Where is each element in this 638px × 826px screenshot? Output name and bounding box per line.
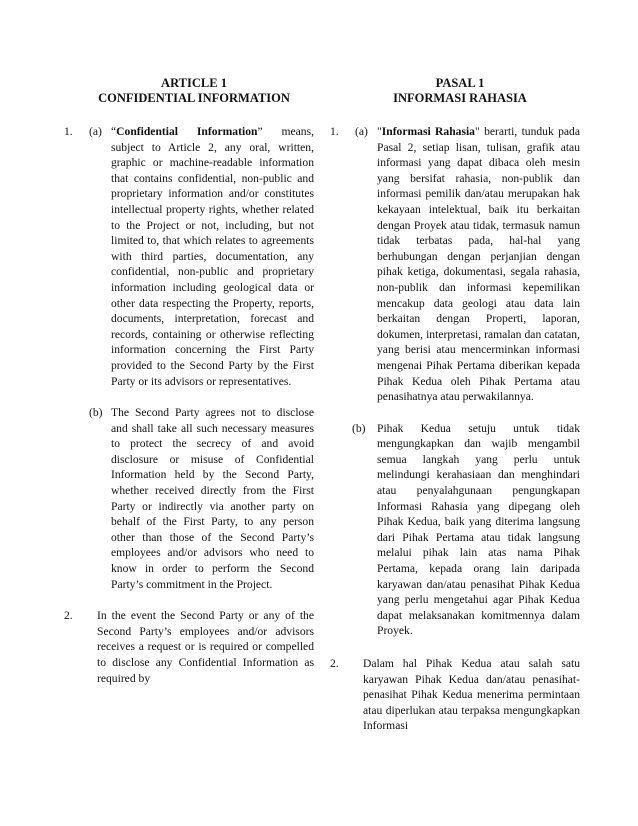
clause-text: " berarti, tunduk pada Pasal 2, setiap lisan, tulisan, grafik atau informasi yang dapat dibaca oleh mesin yang bersifat rahasia, non-publik dan informasi pemilik dan/atau merupakan hak kekayaan intelektual, baik itu berkaitan dengan Proyek atau tidak, termasuk namun tidak terbatas pada, hal-hal yang berhubungan dengan perjanjian dengan pihak ketiga, dokumentasi, segala rahasia, non-publik dan informasi kepemilikan mencakup data geologi atau data lain berkaitan dengan Properti, laporan, dokumen, interpretasi, ramalan dan catatan, yang berisi atau mencerminkan informasi mengenai Pihak Pertama diberikan kepada Pihak Kedua oleh Pihak Pertama atau penasihatnya atau perwakilannya. xyxy=(377,125,581,404)
article-heading xyxy=(64,76,314,106)
article-number: ARTICLE 1 xyxy=(161,76,227,90)
article-title: CONFIDENTIAL INFORMATION xyxy=(98,91,290,105)
pasal-1a xyxy=(330,124,580,405)
clause-text: In the event the Second Party or any of the Second Party’s employees and/or advisors receives a request or is required or compelled to disclose any Confidential Information as required by xyxy=(97,609,314,685)
sub-label: (a) xyxy=(89,125,102,138)
clause-1a xyxy=(64,124,314,389)
pasal-heading xyxy=(330,76,580,106)
pasal-1b xyxy=(330,421,580,639)
defined-term: Confidential Information xyxy=(116,125,258,138)
open-quote: “ xyxy=(111,125,117,138)
clause-1 xyxy=(64,124,314,592)
pasal-1 xyxy=(330,124,580,639)
clause-number: 1. xyxy=(64,125,73,138)
clause-1b xyxy=(64,405,314,592)
clause-number: 2. xyxy=(330,657,339,670)
clause-2 xyxy=(64,608,314,686)
sub-label: (b) xyxy=(89,406,103,420)
sub-label: (a) xyxy=(355,125,368,138)
english-column xyxy=(64,76,314,686)
open-quote: " xyxy=(377,125,382,138)
pasal-number: PASAL 1 xyxy=(435,76,485,90)
pasal-2 xyxy=(330,656,580,734)
clause-number: 2. xyxy=(64,609,73,623)
indonesian-column xyxy=(330,76,580,734)
pasal-title: INFORMASI RAHASIA xyxy=(393,91,527,105)
clause-number: 1. xyxy=(330,125,339,138)
clause-text: Dalam hal Pihak Kedua atau salah satu karyawan Pihak Kedua dan/atau penasihat-penasihat Pihak Kedua menerima permintaan atau diperlukan atau terpaksa mengungkapkan Informasi xyxy=(363,657,580,733)
clause-text: Pihak Kedua setuju untuk tidak mengungkapkan dan wajib mengambil semua langkah yang perlu untuk melindungi kerahasiaan dan menghindari atau penyalahgunaan pengungkapan Informasi Rahasia yang dipegang oleh Pihak Kedua, baik yang diterima langsung dari Pihak Pertama atau tidak langsung melalui pihak lain atas nama Pihak Pertama, kepada orang lain daripada karyawan dan/atau penasihat Pihak Kedua yang perlu mengetahui agar Pihak Kedua dapat melaksanakan komitmennya dalam Proyek. xyxy=(377,421,580,638)
clause-text: ” means, subject to Article 2, any oral, written, graphic or machine-readable information that contains confidential, non-public and proprietary information and/or constitutes intellectual property rights, whether related to the Project or not, including, but not limited to, that which relates to agreements with third parties, documentation, any confidential, non-public and proprietary information including geological data or other data respecting the Property, reports, documents, interpretation, forecast and records, containing or otherwise reflecting information concerning the First Party provided to the Second Party by the First Party or its advisors or representatives. xyxy=(111,125,314,388)
clause-text: The Second Party agrees not to disclose and shall take all such necessary measures to protect the secrecy of and avoid disclosure or misuse of Confidential Information held by the Second Party, whether received directly from the First Party or indirectly via another party on behalf of the First Party, to any person other than those of the Second Party’s employees and/or advisors who need to know in order to perform the Second Party’s commitment in the Project. xyxy=(111,406,314,591)
sub-label: (b) xyxy=(352,421,366,435)
defined-term: Informasi Rahasia xyxy=(381,125,475,138)
